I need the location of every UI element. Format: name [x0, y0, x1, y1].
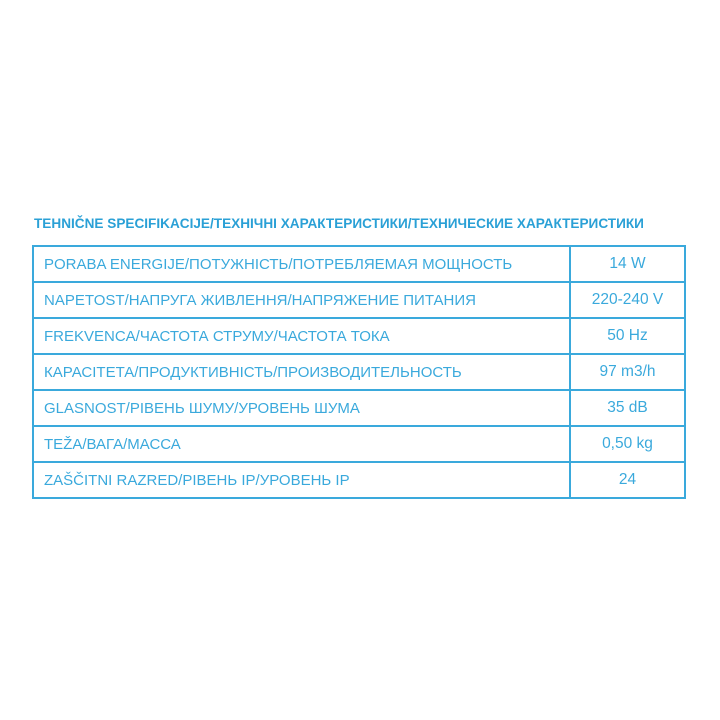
spec-row-power [34, 247, 684, 283]
spec-value: 50 Hz [607, 327, 648, 344]
spec-label: ZAŠČITNI RAZRED/РІВЕНЬ ІР/УРОВЕНЬ ІР [34, 463, 571, 497]
spec-value: 35 dB [607, 399, 648, 416]
spec-row-noise [34, 391, 684, 427]
spec-value: 220-240 V [591, 291, 664, 308]
spec-value: 24 [618, 471, 637, 488]
spec-row-weight [34, 427, 684, 463]
spec-row-frequency [34, 319, 684, 355]
spec-value: 14 W [609, 255, 646, 272]
spec-value: 0,50 kg [602, 435, 653, 452]
spec-label: TEŽA/ВАГА/МАССА [34, 427, 571, 461]
spec-title: TEHNIČNE SPECIFIKACIJE/ТЕХНІЧНІ ХАРАКТЕРИСТИКИ/ТЕХНИЧЕСКИЕ ХАРАКТЕРИСТИКИ [34, 216, 644, 231]
spec-label: GLASNOST/РІВЕНЬ ШУМУ/УРОВЕНЬ ШУМА [34, 391, 571, 425]
spec-label: КАРАСІТЕТА/ПРОДУКТИВНІСТЬ/ПРОИЗВОДИТЕЛЬНОСТЬ [34, 355, 571, 389]
spec-row-capacity [34, 355, 684, 391]
spec-row-protection-class [34, 463, 684, 497]
spec-label: NAPETOST/НАПРУГА ЖИВЛЕННЯ/НАПРЯЖЕНИЕ ПИТАНИЯ [34, 283, 571, 317]
spec-value: 97 m3/h [599, 363, 656, 380]
spec-table [32, 245, 686, 499]
spec-row-voltage [34, 283, 684, 319]
spec-label: FREKVENCA/ЧАСТОТА СТРУМУ/ЧАСТОТА ТОКА [34, 319, 571, 353]
spec-label: PORABA ENERGIJE/ПОТУЖНІСТЬ/ПОТРЕБЛЯЕМАЯ МОЩНОСТЬ [34, 247, 571, 281]
